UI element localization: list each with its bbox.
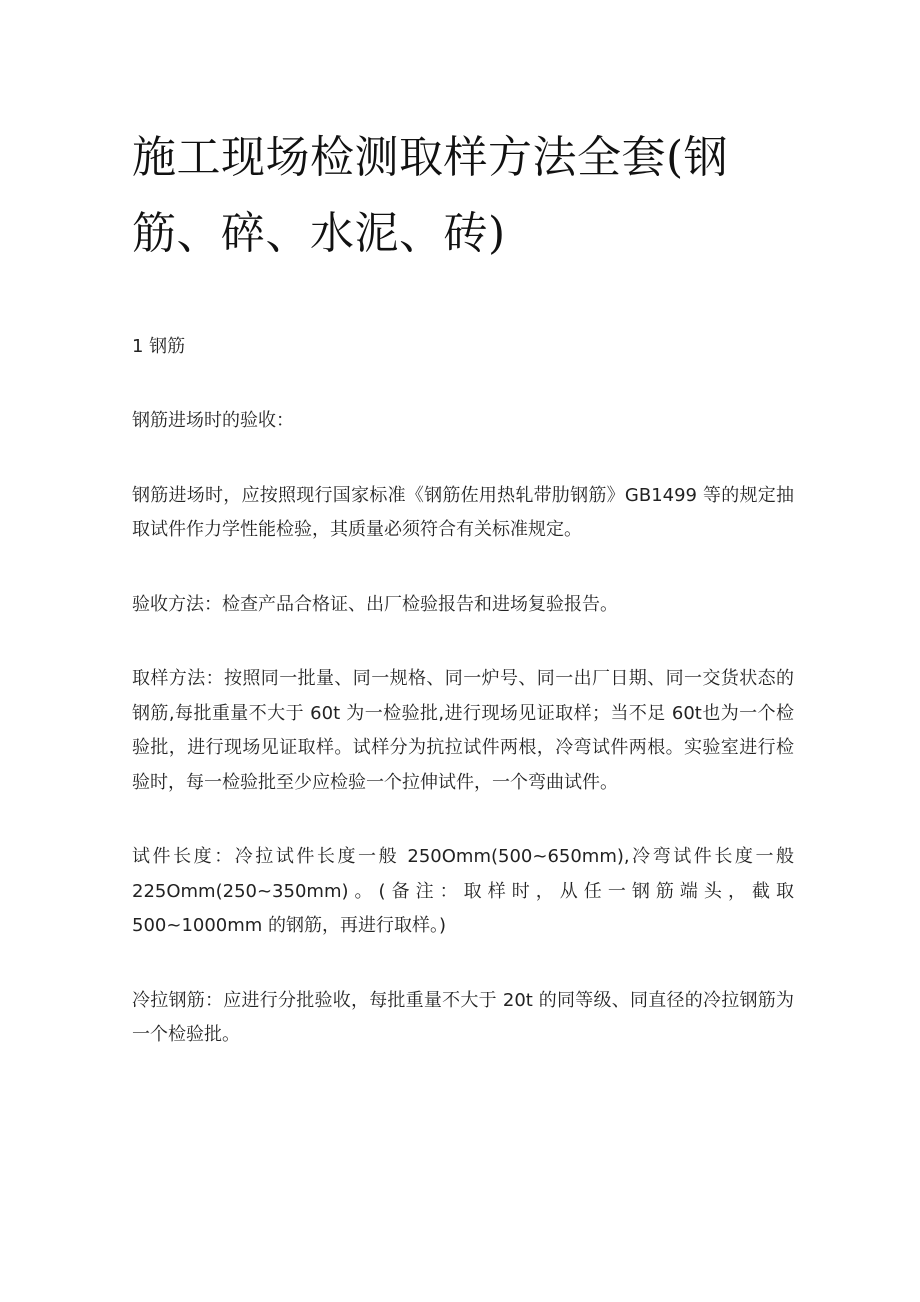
paragraph-acceptance-standard: 钢筋进场时，应按照现行国家标准《钢筋佐用热轧带肋钢筋》GB1499 等的规定抽取试件作力学性能检验，其质量必须符合有关标准规定。 bbox=[132, 484, 794, 540]
section-heading: 1 钢筋 bbox=[132, 336, 186, 357]
document-title: 施工现场检测取样方法全套(钢筋、碎、水泥、砖) bbox=[132, 132, 729, 259]
paragraph-specimen-length: 试件长度：冷拉试件长度一般 250Omm(500~650mm),冷弯试件长度一般225Omm(250~350mm)。(备注：取样时，从任一钢筋端头，截取500~1000mm 的钢筋，再进行取样。) bbox=[132, 846, 794, 936]
paragraph-cold-drawn-rebar: 冷拉钢筋：应进行分批验收，每批重量不大于 20t 的同等级、同直径的冷拉钢筋为一个检验批。 bbox=[132, 989, 794, 1045]
paragraph-acceptance-heading: 钢筋进场时的验收： bbox=[132, 410, 294, 431]
document-page bbox=[132, 120, 794, 1093]
paragraph-acceptance-method: 验收方法：检查产品合格证、出厂检验报告和进场复验报告。 bbox=[132, 593, 618, 615]
paragraph-sampling-method: 取样方法：按照同一批量、同一规格、同一炉号、同一出厂日期、同一交货状态的钢筋,每批重量不大于 60t 为一检验批,进行现场见证取样；当不足 60t也为一个检验批，进行现场见证取样。试样分为抗拉试件两根，冷弯试件两根。实验室进行检验时，每一检验批至少应检验一个拉伸试件，一个弯曲试件。 bbox=[132, 668, 794, 793]
